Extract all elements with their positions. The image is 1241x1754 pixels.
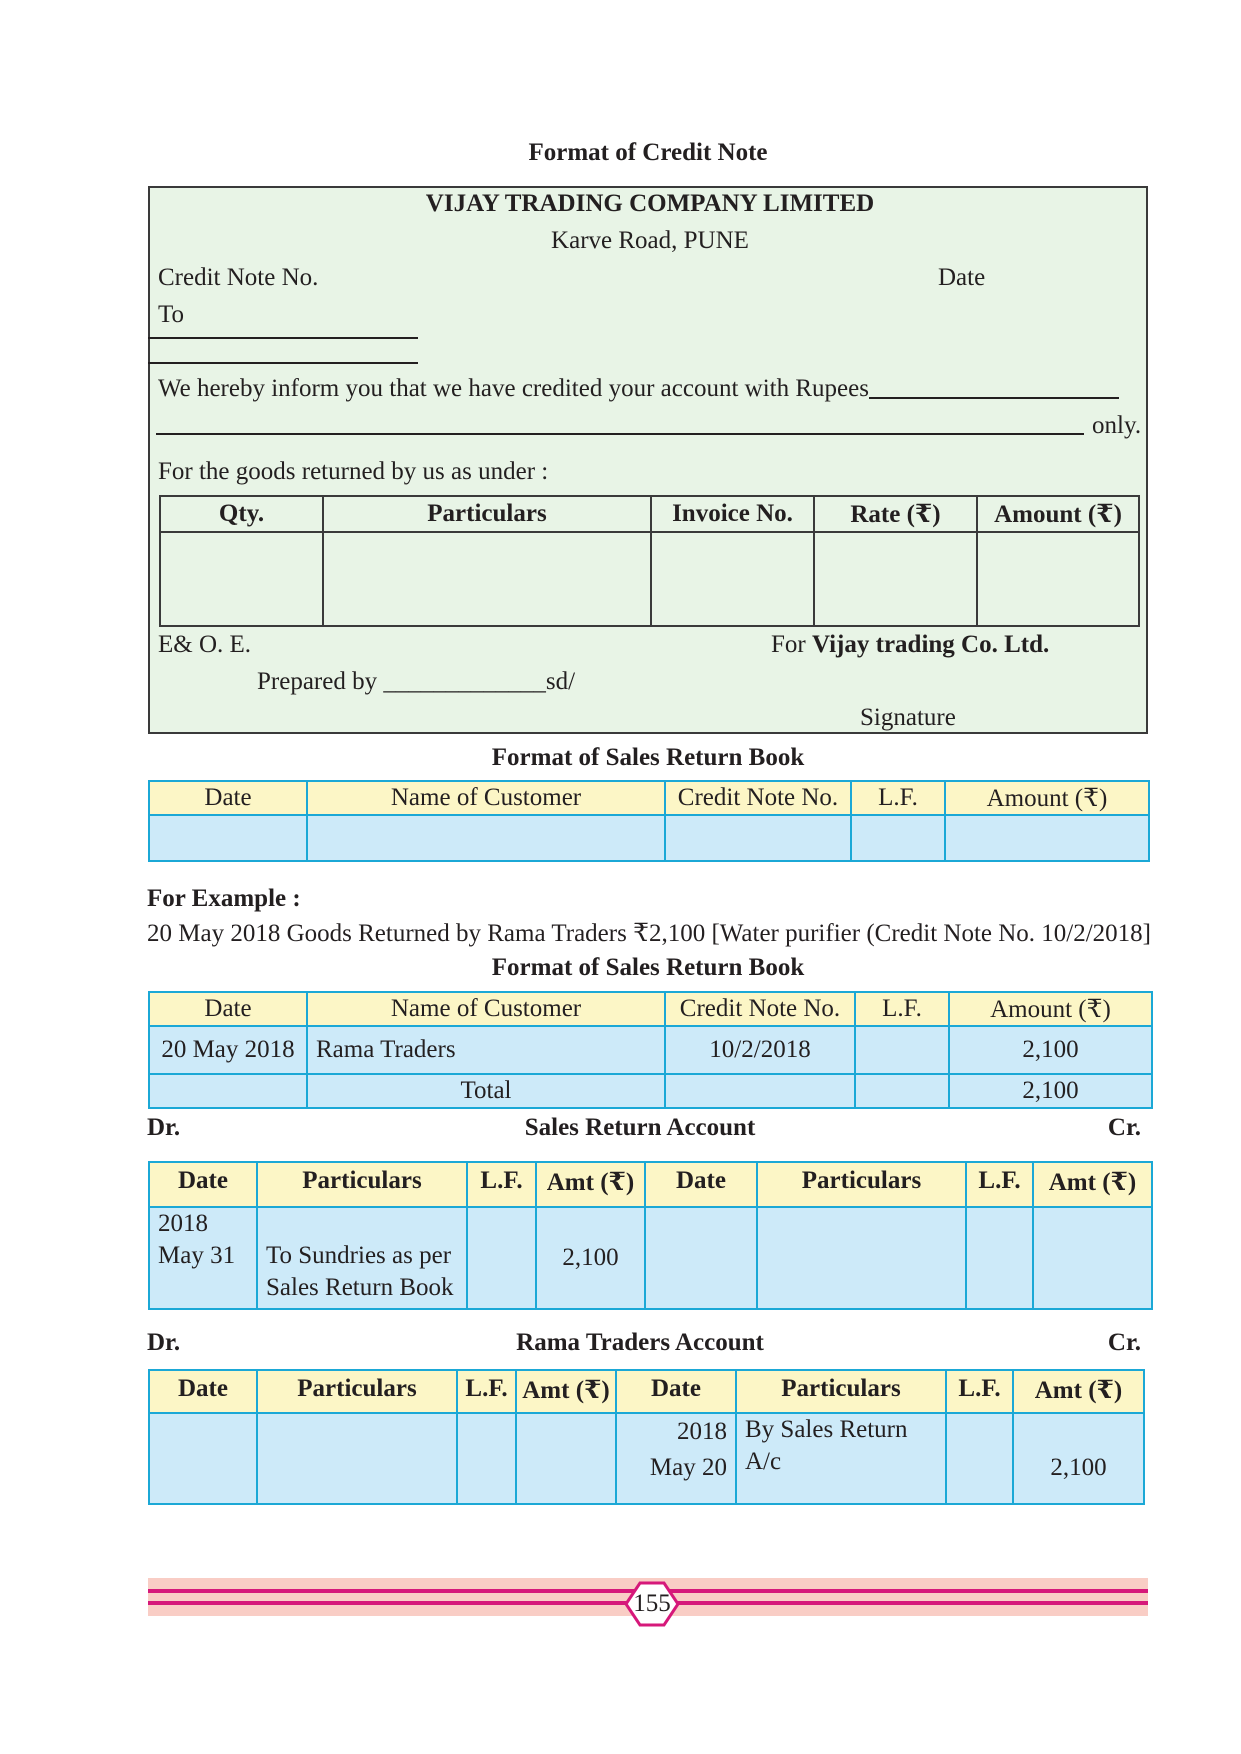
sales-return-example-table [148,991,1153,1109]
empty-cell [160,532,323,626]
row-customer: Rama Traders [307,1026,665,1074]
example-text: 20 May 2018 Goods Returned by Rama Traders ₹2,100 [Water purifier (Credit Note No. 10/2/2018] [147,920,1152,947]
col-date: Date [149,1370,257,1413]
col-lf: L.F. [851,781,945,815]
col-customer: Name of Customer [307,781,665,815]
debit-amount: 2,100 [536,1207,645,1309]
table-row [149,1207,1152,1309]
empty-cell [966,1207,1033,1309]
credit-year: 2018 [677,1418,727,1445]
debit-particulars-line-1: To Sundries as per [266,1242,452,1269]
sales-return-account-table [148,1161,1153,1310]
empty-cell [257,1413,457,1504]
col-credit-note-no: Credit Note No. [665,992,855,1026]
table-row [149,1026,1152,1074]
col-amt: Amt (₹) [1013,1370,1144,1413]
col-lf: L.F. [966,1162,1033,1207]
company-name: VIJAY TRADING COMPANY LIMITED [425,190,875,217]
sra-cr: Cr. [1107,1114,1141,1141]
rama-traders-account-table [148,1369,1145,1505]
page-number: 155 [633,1590,671,1617]
credit-note-box [148,186,1148,734]
empty-cell [1033,1207,1152,1309]
credit-day: May 20 [649,1454,727,1481]
table-row [149,815,1149,861]
col-particulars: Particulars [323,496,651,532]
empty-cell [645,1207,757,1309]
to-label: To [158,301,185,328]
credit-amount: 2,100 [1013,1413,1144,1504]
col-amt: Amt (₹) [516,1370,616,1413]
empty-cell [665,1074,855,1108]
rupees-line [869,397,1119,399]
sales-return-example-heading: Format of Sales Return Book [491,954,805,981]
empty-cell [757,1207,966,1309]
col-particulars: Particulars [257,1370,457,1413]
sra-dr: Dr. [147,1114,181,1141]
credit-particulars-line-1: By Sales Return [745,1416,908,1443]
debit-particulars-line-2: Sales Return Book [266,1274,454,1301]
empty-cell [851,815,945,861]
col-customer: Name of Customer [307,992,665,1026]
credit-note-table [159,495,1140,627]
date-label: Date [938,264,986,291]
for-company [771,631,1049,659]
row-credit-note: 10/2/2018 [665,1026,855,1074]
empty-cell [945,815,1149,861]
col-date: Date [149,781,307,815]
sra-title: Sales Return Account [524,1114,756,1141]
col-amount: Amount (₹) [977,496,1139,532]
col-amt: Amt (₹) [1033,1162,1152,1207]
debit-particulars [257,1207,467,1309]
empty-cell [149,1074,307,1108]
empty-cell [149,1413,257,1504]
col-rate: Rate (₹) [814,496,977,532]
col-amount: Amount (₹) [949,992,1152,1026]
col-invoice-no: Invoice No. [651,496,814,532]
debit-day: May 31 [158,1242,236,1269]
sales-return-format-table [148,780,1150,862]
inform-text: We hereby inform you that we have credited your account with Rupees [158,375,869,402]
to-line-1 [148,337,418,339]
col-date: Date [616,1370,736,1413]
company-address: Karve Road, PUNE [551,227,749,254]
empty-cell [946,1413,1013,1504]
col-lf: L.F. [855,992,949,1026]
credit-note-no-label: Credit Note No. [158,264,319,291]
rta-title: Rama Traders Account [516,1329,764,1356]
eoe-text: E& O. E. [158,631,252,658]
sales-return-format-heading: Format of Sales Return Book [491,744,805,771]
col-lf: L.F. [457,1370,516,1413]
credit-particulars [736,1413,946,1504]
empty-cell [665,815,851,861]
empty-cell [516,1413,616,1504]
rta-dr: Dr. [147,1329,181,1356]
total-row [149,1074,1152,1108]
total-label: Total [307,1074,665,1108]
col-date: Date [149,1162,257,1207]
for-prefix: For [771,631,812,658]
table-row [160,532,1139,626]
col-amt: Amt (₹) [536,1162,645,1207]
credit-particulars-line-2: A/c [745,1448,782,1475]
empty-cell [651,532,814,626]
col-lf: L.F. [946,1370,1013,1413]
row-date: 20 May 2018 [149,1026,307,1074]
for-company-name: Vijay trading Co. Ltd. [811,631,1050,658]
empty-cell [149,815,307,861]
empty-cell [307,815,665,861]
credit-note-heading: Format of Credit Note [528,139,768,166]
col-qty: Qty. [160,496,323,532]
debit-date [149,1207,257,1309]
credit-date [616,1413,736,1504]
to-line-2 [148,362,418,364]
col-particulars: Particulars [757,1162,966,1207]
rta-cr: Cr. [1107,1329,1141,1356]
example-label: For Example : [147,885,301,912]
col-amount: Amount (₹) [945,781,1149,815]
signature-label: Signature [860,704,956,731]
only-text: only. [1092,412,1142,439]
empty-cell [814,532,977,626]
debit-year: 2018 [158,1210,208,1237]
empty-cell [323,532,651,626]
table-row [149,1413,1144,1504]
col-credit-note-no: Credit Note No. [665,781,851,815]
row-amount: 2,100 [949,1026,1152,1074]
col-lf: L.F. [467,1162,536,1207]
row-lf [855,1026,949,1074]
total-amount: 2,100 [949,1074,1152,1108]
empty-cell [467,1207,536,1309]
empty-cell [977,532,1139,626]
goods-returned-text: For the goods returned by us as under : [158,458,549,485]
col-particulars: Particulars [736,1370,946,1413]
col-date: Date [149,992,307,1026]
empty-cell [457,1413,516,1504]
prepared-by: Prepared by _____________sd/ [257,668,576,695]
empty-cell [855,1074,949,1108]
col-particulars: Particulars [257,1162,467,1207]
col-date: Date [645,1162,757,1207]
amount-words-line [156,433,1084,435]
